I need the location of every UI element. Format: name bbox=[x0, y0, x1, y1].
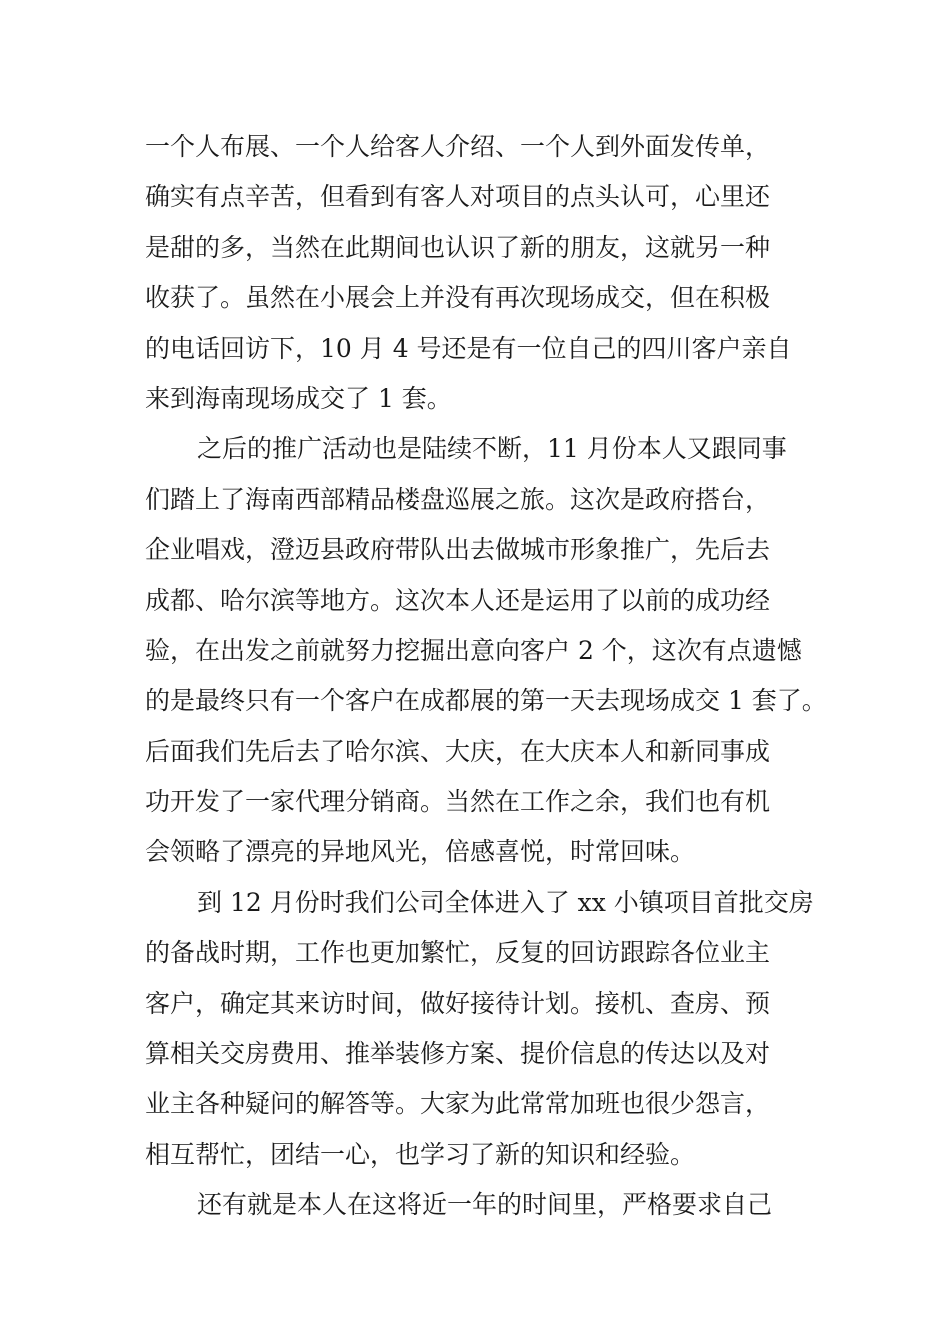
text-line: 的电话回访下，10 月 4 号还是有一位自己的四川客户亲自 bbox=[145, 333, 792, 363]
text-line: 的是最终只有一个客户在成都展的第一天去现场成交 1 套了。 bbox=[145, 686, 827, 716]
text-line: 相互帮忙，团结一心，也学习了新的知识和经验。 bbox=[145, 1139, 696, 1169]
text-line: 业主各种疑问的解答等。大家为此常常加班也很少怨言， bbox=[145, 1089, 771, 1119]
document-body bbox=[145, 122, 835, 1231]
text-line: 是甜的多，当然在此期间也认识了新的朋友，这就另一种 bbox=[145, 232, 771, 262]
text-line: 确实有点辛苦，但看到有客人对项目的点头认可，心里还 bbox=[145, 182, 771, 212]
paragraph-first-line: 到 12 月份时我们公司全体进入了 xx 小镇项目首批交房 bbox=[197, 887, 814, 917]
text-line: 成都、哈尔滨等地方。这次本人还是运用了以前的成功经 bbox=[145, 585, 771, 615]
text-line: 后面我们先后去了哈尔滨、大庆，在大庆本人和新同事成 bbox=[145, 736, 771, 766]
text-line: 来到海南现场成交了 1 套。 bbox=[145, 383, 452, 413]
text-line: 企业唱戏，澄迈县政府带队出去做城市形象推广，先后去 bbox=[145, 535, 771, 565]
text-line: 客户，确定其来访时间，做好接待计划。接机、查房、预 bbox=[145, 988, 771, 1018]
paragraph-first-line: 还有就是本人在这将近一年的时间里，严格要求自己 bbox=[197, 1190, 773, 1220]
paragraph-first-line: 之后的推广活动也是陆续不断，11 月份本人又跟同事 bbox=[197, 434, 787, 464]
text-line: 收获了。虽然在小展会上并没有再次现场成交，但在积极 bbox=[145, 283, 771, 313]
text-line: 算相关交房费用、推举装修方案、提价信息的传达以及对 bbox=[145, 1039, 771, 1069]
text-line: 的备战时期，工作也更加繁忙，反复的回访跟踪各位业主 bbox=[145, 938, 771, 968]
text-line: 会领略了漂亮的异地风光，倍感喜悦，时常回味。 bbox=[145, 837, 696, 867]
text-line: 验，在出发之前就努力挖掘出意向客户 2 个，这次有点遗憾 bbox=[145, 635, 802, 665]
text-line: 一个人布展、一个人给客人介绍、一个人到外面发传单， bbox=[145, 132, 771, 161]
text-line: 功开发了一家代理分销商。当然在工作之余，我们也有机 bbox=[145, 787, 771, 817]
text-line: 们踏上了海南西部精品楼盘巡展之旅。这次是政府搭台， bbox=[145, 484, 771, 514]
